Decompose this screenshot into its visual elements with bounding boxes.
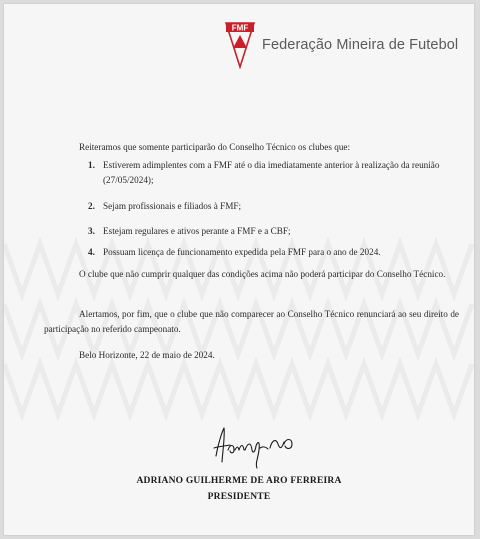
letter-page — [4, 4, 474, 535]
list-item-text: Estejam regulares e ativos perante a FMF e a CBF; — [103, 226, 291, 236]
list-item-text: Possuam licença de funcionamento expedida pela FMF para o ano de 2024. — [103, 247, 381, 257]
date-line: Belo Horizonte, 22 de maio de 2024. — [79, 350, 215, 360]
signatory-title: PRESIDENTE — [207, 492, 271, 502]
paragraph-conditions: O clube que não cumprir qualquer das condições acima não poderá participar do Conselho Técnico. — [79, 269, 446, 279]
list-item-number: 1. — [88, 160, 95, 170]
signatory-name: ADRIANO GUILHERME DE ARO FERREIRA — [136, 476, 342, 486]
list-item-number: 3. — [88, 226, 95, 236]
intro-paragraph: Reiteramos que somente participarão do Conselho Técnico os clubes que: — [79, 142, 351, 152]
list-item-text: Sejam profissionais e filiados à FMF; — [103, 201, 242, 211]
fmf-logo-icon — [225, 21, 255, 69]
list-item-text: Estiverem adimplentes com a FMF até o dia imediatamente anterior à realização da reunião (27/05/2024); — [103, 160, 440, 185]
logo-text: FMF — [231, 23, 249, 33]
paragraph-warning: Alertamos, por fim, que o clube que não comparecer ao Conselho Técnico renunciará ao seu direito de participação no referido campeonato. — [44, 309, 459, 334]
list-item-number: 2. — [88, 201, 95, 211]
handwritten-signature — [208, 422, 298, 472]
organization-name: Federação Mineira de Futebol — [262, 37, 459, 53]
list-item-number: 4. — [88, 247, 95, 257]
